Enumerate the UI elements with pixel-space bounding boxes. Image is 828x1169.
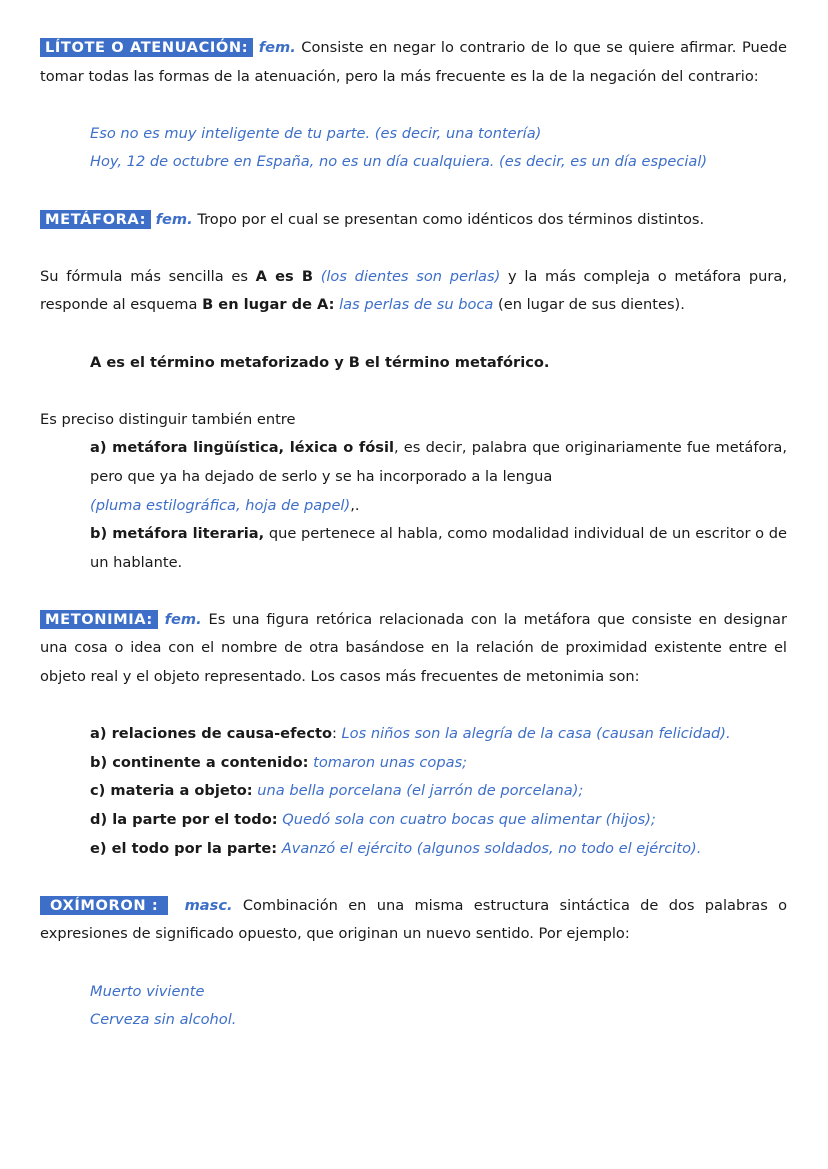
- oximoron-example-2: Cerveza sin alcohol.: [90, 1011, 237, 1029]
- metafora-definition: [40, 206, 787, 235]
- metafora-item-b: [40, 520, 787, 577]
- metonimia-case: [40, 777, 787, 806]
- formula-bold-2: B en lugar de A:: [202, 296, 335, 314]
- litote-definition: [40, 34, 787, 91]
- case-separator: :: [331, 725, 337, 743]
- metonimia-case: [40, 806, 787, 835]
- oximoron-gender: masc.: [184, 896, 233, 914]
- oximoron-example-1: Muerto viviente: [90, 982, 205, 1000]
- litote-term: LÍTOTE O ATENUACIÓN:: [40, 38, 253, 57]
- metafora-definition-text: Tropo por el cual se presentan como idénticos dos términos distintos.: [197, 210, 705, 228]
- case-label: e) el todo por la parte:: [90, 839, 278, 857]
- case-label: d) la parte por el todo:: [90, 811, 278, 829]
- case-label: c) materia a objeto:: [90, 782, 253, 800]
- case-example: Los niños son la alegría de la casa (causan felicidad).: [341, 725, 731, 743]
- metafora-distinguish-intro: Es preciso distinguir también entre: [40, 410, 296, 428]
- metafora-item-a: [40, 434, 787, 520]
- oximoron-definition-text: Combinación en una misma estructura sintáctica de dos palabras o expresiones de significado opuesto, que originan un nuevo sentido. Por ejemplo:: [40, 896, 788, 943]
- item-a-label: a) metáfora lingüística, léxica o fósil: [90, 439, 394, 457]
- formula-example-2: las perlas de su boca: [339, 296, 494, 314]
- oximoron-term: OXÍMORON :: [40, 896, 168, 915]
- metonimia-case: [40, 749, 787, 778]
- formula-bold-1: A es B: [255, 267, 313, 285]
- metonimia-definition-text: Es una figura retórica relacionada con la metáfora que consiste en designar una cosa o idea con el nombre de otra basándose en la relación de proximidad existente entre el objeto real y el objeto representado. Los casos más frecuentes de metonimia son:: [40, 610, 788, 686]
- metonimia-term: METONIMIA:: [40, 610, 158, 629]
- case-example: Avanzó el ejército (algunos soldados, no todo el ejército).: [281, 839, 702, 857]
- litote-gender: fem.: [258, 39, 296, 56]
- item-a-text: , es decir, palabra que originariamente fue metáfora, pero que ya ha dejado de serlo y se ha incorporado a la lengua: [90, 439, 787, 485]
- item-b-label: b) metáfora literaria,: [90, 525, 265, 543]
- formula-text-2: y la más compleja o metáfora pura, responde al esquema: [40, 267, 788, 314]
- formula-text-3: (en lugar de sus dientes).: [498, 296, 685, 314]
- metafora-formula: [40, 263, 787, 320]
- item-a-tail: ,.: [350, 496, 360, 514]
- litote-example-1: Eso no es muy inteligente de tu parte. (es decir, una tontería): [90, 124, 542, 142]
- item-a-example: (pluma estilográfica, hoja de papel): [90, 496, 351, 514]
- case-label: a) relaciones de causa-efecto: [90, 725, 332, 743]
- case-example: tomaron unas copas;: [313, 753, 468, 771]
- litote-definition-text: Consiste en negar lo contrario de lo que se quiere afirmar. Puede tomar todas las formas de la atenuación, pero la más frecuente es la de la negación del contrario:: [40, 39, 788, 85]
- oximoron-definition: [40, 892, 787, 949]
- metafora-gender: fem.: [155, 210, 193, 228]
- litote-example-2: Hoy, 12 de octubre en España, no es un día cualquiera. (es decir, es un día especial): [90, 153, 708, 171]
- formula-example-1: (los dientes son perlas): [320, 267, 501, 285]
- formula-text-1: Su fórmula más sencilla es: [40, 267, 248, 285]
- document-page: [40, 34, 787, 1035]
- metafora-term: METÁFORA:: [40, 210, 151, 229]
- case-example: una bella porcelana (el jarrón de porcelana);: [257, 782, 584, 800]
- case-label: b) continente a contenido:: [90, 753, 309, 771]
- metonimia-case: [40, 835, 787, 864]
- metonimia-definition: [40, 606, 787, 692]
- case-example: Quedó sola con cuatro bocas que alimentar (hijos);: [282, 811, 656, 829]
- metafora-note: [40, 349, 787, 378]
- metafora-note-text: A es el término metaforizado y B el término metafórico.: [90, 353, 550, 371]
- item-b-text: que pertenece al habla, como modalidad individual de un escritor o de un hablante.: [90, 525, 788, 571]
- metonimia-case: [40, 720, 787, 749]
- metonimia-gender: fem.: [164, 610, 202, 628]
